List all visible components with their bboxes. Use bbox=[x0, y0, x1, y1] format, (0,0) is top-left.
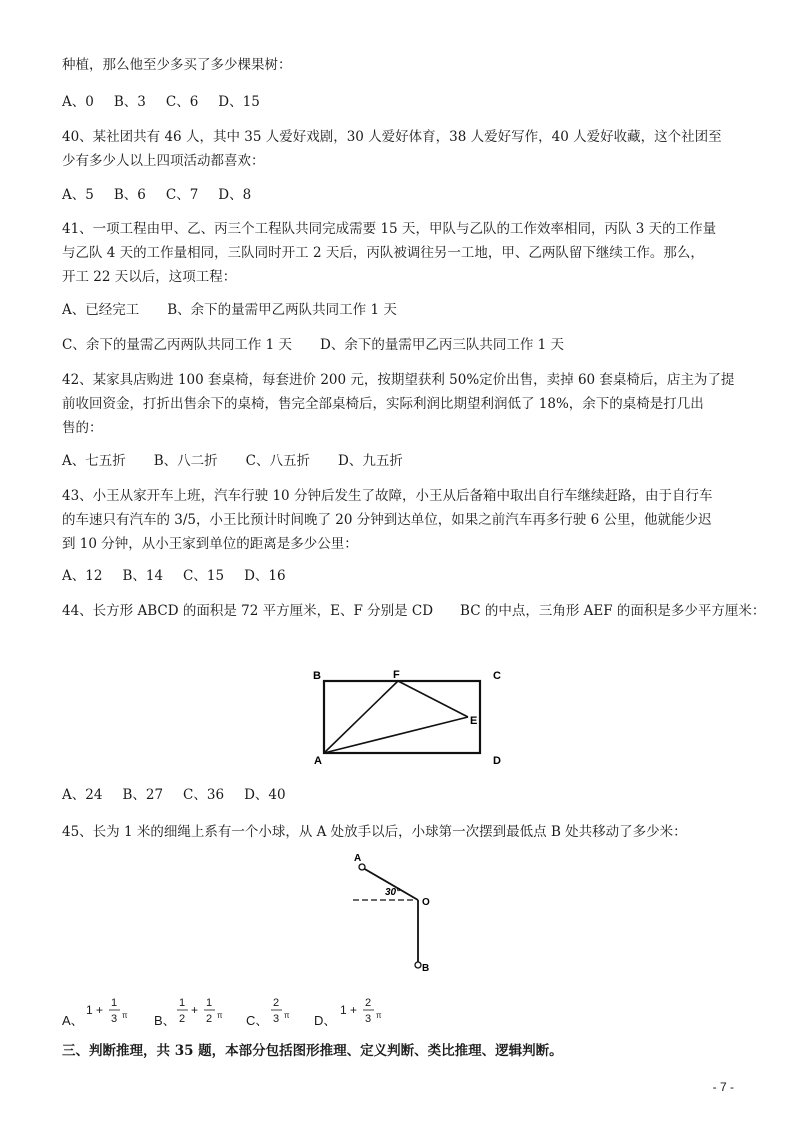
q45-option-d-label: D、 bbox=[314, 1013, 337, 1028]
q45-b-plus: + bbox=[191, 1003, 199, 1017]
q45-c-pi: π bbox=[284, 1011, 290, 1020]
q45-option-a-label: A、 bbox=[62, 1013, 84, 1028]
q40-line-2: 少有多少人以上四项活动都喜欢： bbox=[62, 153, 265, 169]
q45-a-pi: π bbox=[122, 1011, 128, 1020]
q45-options bbox=[60, 994, 400, 1034]
label-a: A bbox=[354, 853, 362, 864]
q43-option-b: B、14 bbox=[122, 568, 164, 584]
q39-option-c: C、6 bbox=[165, 94, 199, 110]
q40-option-b: B、6 bbox=[113, 187, 146, 203]
q42-line-3: 售的： bbox=[62, 420, 103, 436]
q41-options-ab bbox=[62, 300, 425, 320]
q45-question: 45、长为 1 米的细绳上系有一个小球，从 A 处放手以后，小球第一次摆到最低点 B 处共移动了多少米： bbox=[62, 824, 687, 840]
q41-option-a: A、已经完工 bbox=[62, 302, 140, 318]
q44-option-d: D、40 bbox=[244, 787, 286, 803]
q45-a-plus: + bbox=[96, 1003, 104, 1017]
q40-option-d: D、8 bbox=[218, 187, 252, 203]
q39-tail: 种植，那么他至少多买了多少棵果树： bbox=[62, 57, 292, 73]
label-b: B bbox=[313, 670, 321, 682]
q43-line-1: 43、小王从家开车上班，汽车行驶 10 分钟后发生了故障，小王从后备箱中取出自行车继续赶路，由于自行车 bbox=[62, 488, 713, 504]
q43-options bbox=[62, 566, 306, 586]
label-d: D bbox=[493, 755, 501, 767]
q42-option-d: D、九五折 bbox=[338, 453, 403, 469]
q45-d-whole: 1 bbox=[340, 1003, 347, 1017]
q45-d-num: 2 bbox=[365, 997, 372, 1009]
label-f: F bbox=[393, 669, 400, 681]
label-b: B bbox=[422, 963, 430, 974]
q40-options bbox=[62, 185, 271, 205]
q40-option-c: C、7 bbox=[165, 187, 199, 203]
label-c: C bbox=[493, 670, 501, 682]
q42-option-a: A、七五折 bbox=[62, 453, 126, 469]
line-af bbox=[324, 681, 398, 753]
q42-line-2: 前收回资金，打折出售余下的桌椅，售完全部桌椅后，实际利润比期望利润低了 18%，余下的桌椅是打几出 bbox=[62, 396, 704, 412]
label-a: A bbox=[314, 755, 322, 767]
q45-d-den: 3 bbox=[365, 1013, 372, 1025]
pendulum-figure bbox=[345, 852, 455, 977]
q44-option-a: A、24 bbox=[62, 787, 103, 803]
rectangle-abcd-figure bbox=[310, 668, 510, 778]
page-number: - 7 - bbox=[712, 1080, 734, 1094]
q39-options bbox=[62, 92, 280, 112]
line-fe bbox=[398, 681, 468, 717]
q45-b-wnum: 1 bbox=[179, 997, 186, 1009]
q40-option-a: A、5 bbox=[62, 187, 94, 203]
label-o: O bbox=[422, 897, 430, 908]
q42-option-c: C、八五折 bbox=[245, 453, 311, 469]
q42-options bbox=[62, 451, 431, 471]
q43-option-d: D、16 bbox=[244, 568, 286, 584]
q41-option-c: C、余下的量需乙丙两队共同工作 1 天 bbox=[62, 337, 293, 353]
q41-option-d: D、余下的量需甲乙丙三队共同工作 1 天 bbox=[320, 337, 565, 353]
q45-d-plus: + bbox=[350, 1003, 358, 1017]
q40-line-1: 40、某社团共有 46 人，其中 35 人爱好戏剧，30 人爱好体育，38 人爱好写作，40 人爱好收藏，这个社团至 bbox=[62, 129, 722, 145]
q45-b-pi: π bbox=[217, 1011, 223, 1020]
q45-option-c-label: C、 bbox=[246, 1013, 269, 1028]
q42-option-b: B、八二折 bbox=[153, 453, 218, 469]
angle-label: 30° bbox=[385, 887, 401, 898]
q39-option-d: D、15 bbox=[218, 94, 260, 110]
q42-line-1: 42、某家具店购进 100 套桌椅，每套进价 200 元，按期望获利 50%定价出售，卖掉 60 套桌椅后，店主为了提 bbox=[62, 372, 735, 388]
q45-b-wden: 2 bbox=[179, 1013, 186, 1025]
q45-a-num: 1 bbox=[111, 997, 118, 1009]
q39-option-b: B、3 bbox=[113, 94, 146, 110]
q44-options bbox=[62, 785, 306, 805]
q45-a-den: 3 bbox=[111, 1013, 118, 1025]
q45-b-den: 2 bbox=[206, 1013, 213, 1025]
q44-option-c: C、36 bbox=[183, 787, 225, 803]
q45-c-den: 3 bbox=[273, 1013, 280, 1025]
q41-option-b: B、余下的量需甲乙两队共同工作 1 天 bbox=[167, 302, 397, 318]
label-e: E bbox=[470, 715, 478, 727]
q43-option-a: A、12 bbox=[62, 568, 103, 584]
q41-line-1: 41、一项工程由甲、乙、丙三个工程队共同完成需要 15 天，甲队与乙队的工作效率相同，丙队 3 天的工作量 bbox=[62, 221, 717, 237]
q43-option-c: C、15 bbox=[183, 568, 225, 584]
q44-option-b: B、27 bbox=[122, 787, 164, 803]
q41-options-cd bbox=[62, 335, 592, 355]
section-3-heading: 三、判断推理，共 35 题，本部分包括图形推理、定义判断、类比推理、逻辑判断。 bbox=[62, 1043, 563, 1059]
q45-c-num: 2 bbox=[273, 997, 280, 1009]
q43-line-2: 的车速只有汽车的 3/5，小王比预计时间晚了 20 分钟到达单位，如果之前汽车再多行驶 6 公里，他就能少迟 bbox=[62, 512, 712, 528]
q43-line-3: 到 10 分钟，从小王家到单位的距离是多少公里： bbox=[62, 536, 358, 552]
q41-line-2: 与乙队 4 天的工作量相同，三队同时开工 2 天后，丙队被调往另一工地，甲、乙两队留下继续工作。那么， bbox=[62, 245, 704, 261]
ball-at-b bbox=[415, 962, 421, 968]
q45-d-pi: π bbox=[376, 1011, 382, 1020]
q45-option-b-label: B、 bbox=[154, 1013, 176, 1028]
ball-at-a bbox=[359, 864, 365, 870]
q39-option-a: A、0 bbox=[62, 94, 94, 110]
line-ae bbox=[324, 717, 468, 753]
q45-b-num: 1 bbox=[206, 997, 213, 1009]
q44-question: 44、长方形 ABCD 的面积是 72 平方厘米，E、F 分别是 CD BC 的中点，三角形 AEF 的面积是多少平方厘米： bbox=[62, 603, 766, 619]
q41-line-3: 开工 22 天以后，这项工程： bbox=[62, 269, 237, 285]
q45-a-whole: 1 bbox=[86, 1003, 93, 1017]
